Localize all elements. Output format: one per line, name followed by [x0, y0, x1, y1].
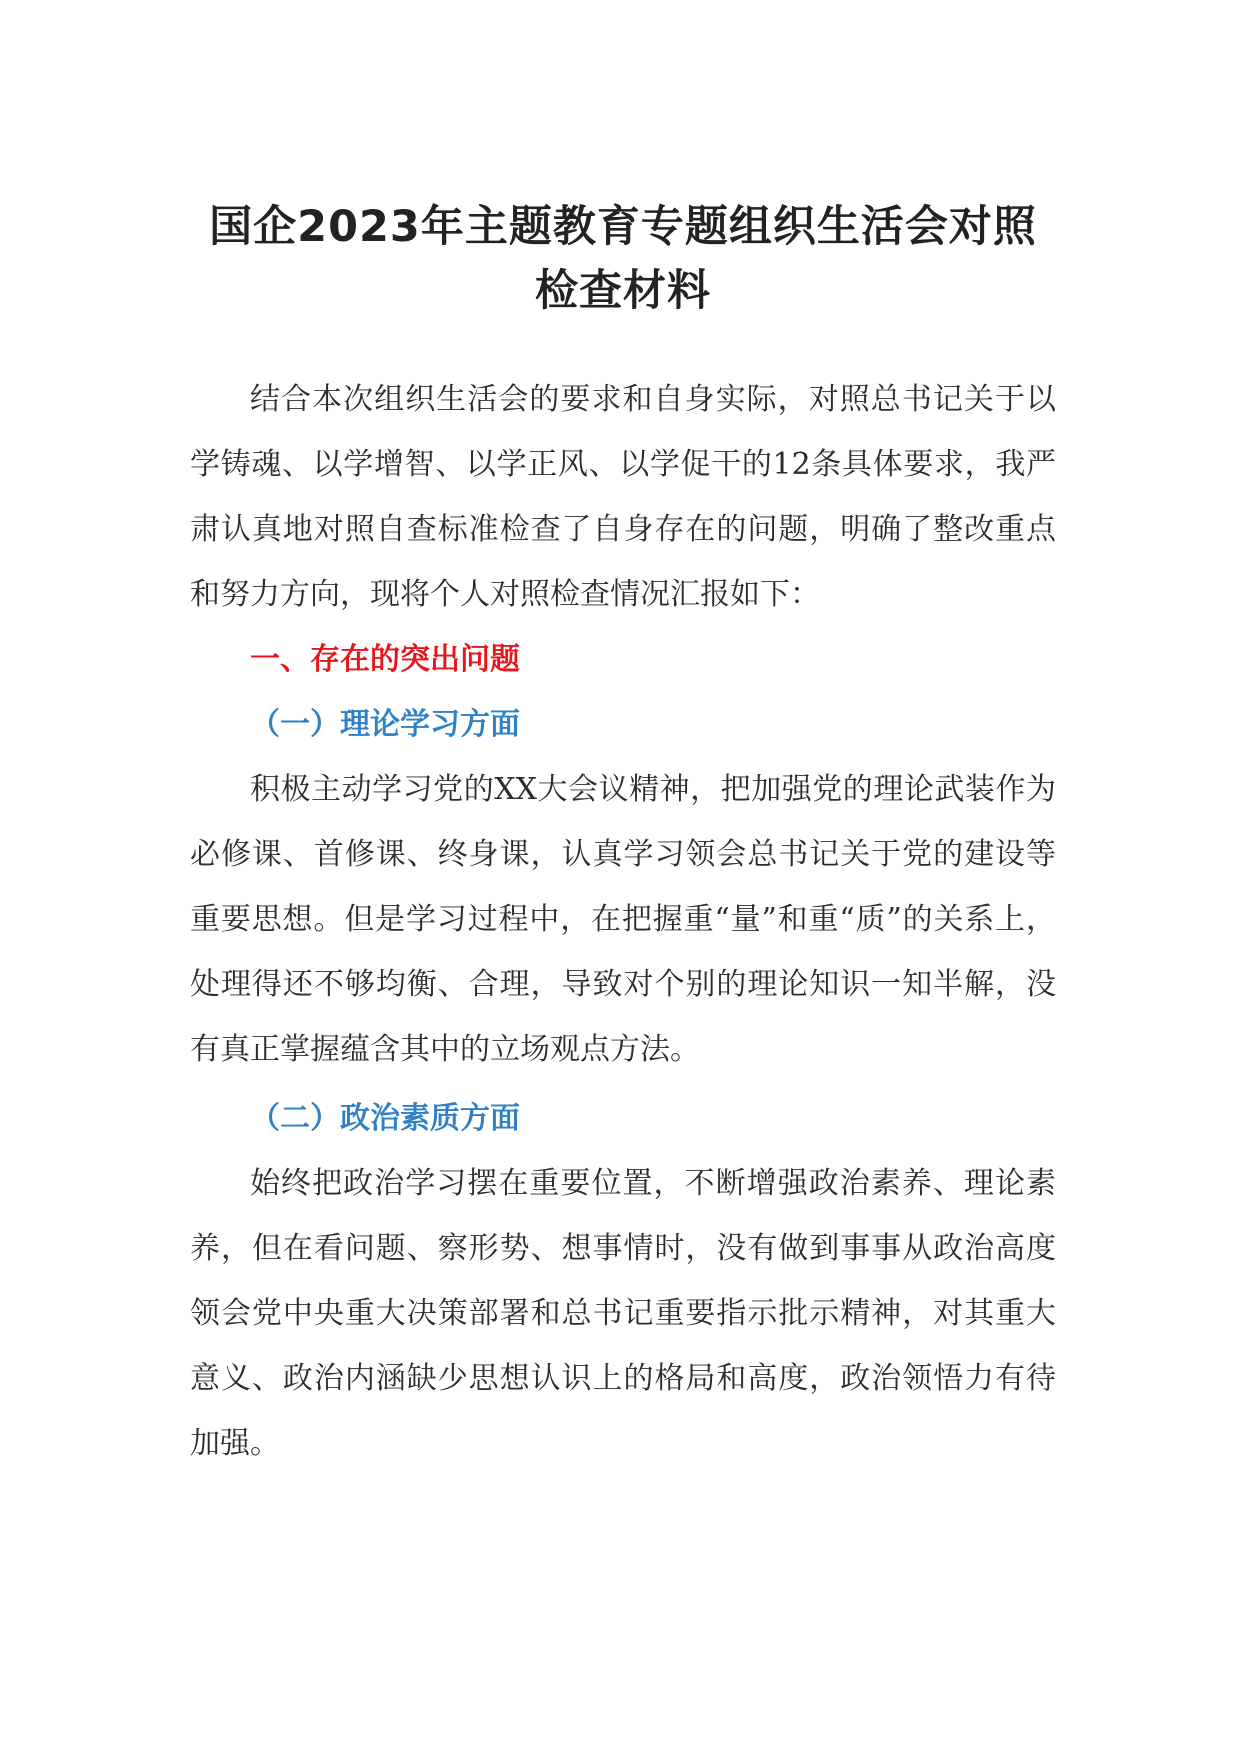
document-title: 国企2023年主题教育专题组织生活会对照检查材料	[209, 202, 1037, 316]
intro-paragraph: 结合本次组织生活会的要求和自身实际，对照总书记关于以学铸魂、以学增智、以学正风、以学促干的12条具体要求，我严肃认真地对照自查标准检查了自身存在的问题，明确了整改重点和努力方向，现将个人对照检查情况汇报如下：	[190, 382, 1056, 612]
political-quality-paragraph: 始终把政治学习摆在重要位置，不断增强政治素养、理论素养，但在看问题、察形势、想事情时，没有做到事事从政治高度领会党中央重大决策部署和总书记重要指示批示精神，对其重大意义、政治内涵缺少思想认识上的格局和高度，政治领悟力有待加强。	[190, 1166, 1056, 1461]
theory-study-paragraph: 积极主动学习党的XX大会议精神，把加强党的理论武装作为必修课、首修课、终身课，认真学习领会总书记关于党的建设等重要思想。但是学习过程中，在把握重“量”和重“质”的关系上，处理得还不够均衡、合理，导致对个别的理论知识一知半解，没有真正掌握蕴含其中的立场观点方法。	[190, 772, 1056, 1067]
subsection-heading-political-quality: （二）政治素质方面	[250, 1101, 520, 1136]
subsection-heading-theory-study: （一）理论学习方面	[250, 707, 520, 742]
section-heading-problems: 一、存在的突出问题	[250, 642, 520, 677]
document-body	[190, 195, 1056, 1476]
